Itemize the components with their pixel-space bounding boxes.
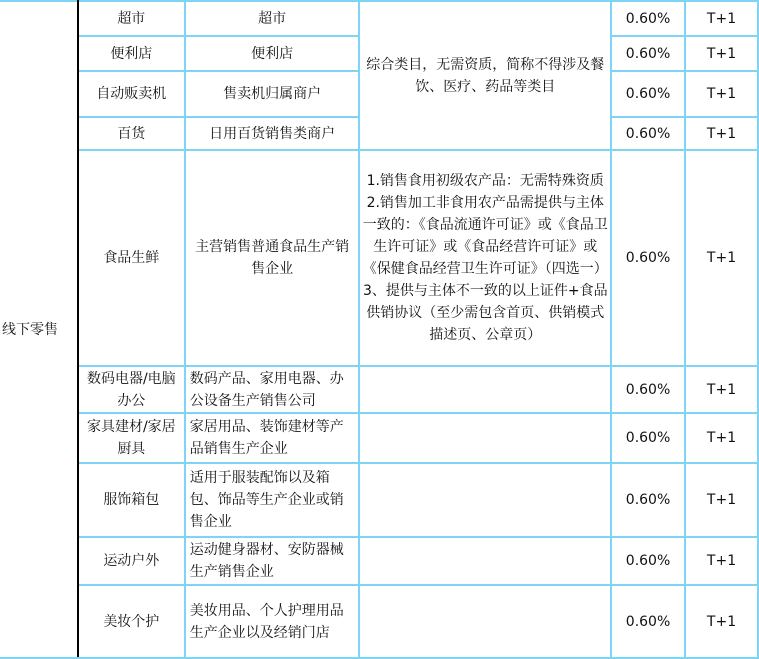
table-row	[0, 366, 758, 413]
subcategory-cell: 服饰箱包	[78, 463, 185, 537]
description-cell: 主营销售普通食品生产销售企业	[185, 150, 360, 366]
subcategory-cell: 数码电器/电脑办公	[78, 366, 185, 413]
requirement-cell: 综合类目，无需资质，简称不得涉及餐饮、医疗、药品等类目	[359, 1, 611, 150]
table-row	[0, 463, 758, 537]
description-cell: 家居用品、装饰建材等产品销售生产企业	[185, 413, 360, 463]
description-cell: 便利店	[185, 36, 360, 71]
description-cell: 运动健身器材、安防器械生产销售企业	[185, 537, 360, 585]
subcategory-cell: 自动贩卖机	[78, 71, 185, 117]
description-cell: 数码产品、家用电器、办公设备生产销售公司	[185, 366, 360, 413]
rate-cell: 0.60%	[611, 117, 685, 150]
requirement-cell	[359, 585, 611, 658]
rate-cell: 0.60%	[611, 413, 685, 463]
table-row	[0, 537, 758, 585]
category-cell: 线下零售	[0, 1, 78, 658]
requirement-cell	[359, 413, 611, 463]
settlement-cell: T+1	[685, 150, 758, 366]
requirement-cell	[359, 463, 611, 537]
rate-cell: 0.60%	[611, 537, 685, 585]
settlement-cell: T+1	[685, 71, 758, 117]
description-cell: 售卖机归属商户	[185, 71, 360, 117]
description-cell: 日用百货销售类商户	[185, 117, 360, 150]
rate-cell: 0.60%	[611, 366, 685, 413]
settlement-cell: T+1	[685, 537, 758, 585]
description-cell: 适用于服装配饰以及箱包、饰品等生产企业或销售企业	[185, 463, 360, 537]
subcategory-cell: 百货	[78, 117, 185, 150]
settlement-cell: T+1	[685, 1, 758, 36]
subcategory-cell: 美妆个护	[78, 585, 185, 658]
settlement-cell: T+1	[685, 463, 758, 537]
settlement-cell: T+1	[685, 117, 758, 150]
settlement-cell: T+1	[685, 413, 758, 463]
subcategory-cell: 运动户外	[78, 537, 185, 585]
rate-cell: 0.60%	[611, 150, 685, 366]
subcategory-cell: 家具建材/家居厨具	[78, 413, 185, 463]
table-row	[0, 585, 758, 658]
requirement-cell: 1.销售食用初级农产品：无需特殊资质2.销售加工非食用农产品需提供与主体一致的：《食品流通许可证》或《食品卫生许可证》或《食品经营许可证》或《保健食品经营卫生许可证》（四选一）3、提供与主体不一致的以上证件+食品供销协议（至少需包含首页、供销模式描述页、公章页）	[359, 150, 611, 366]
rate-cell: 0.60%	[611, 36, 685, 71]
table-row	[0, 150, 758, 366]
table-row	[0, 413, 758, 463]
table-row	[0, 1, 758, 36]
description-cell: 超市	[185, 1, 360, 36]
subcategory-cell: 便利店	[78, 36, 185, 71]
settlement-cell: T+1	[685, 366, 758, 413]
subcategory-cell: 超市	[78, 1, 185, 36]
rate-cell: 0.60%	[611, 585, 685, 658]
rate-cell: 0.60%	[611, 71, 685, 117]
requirement-cell	[359, 537, 611, 585]
rate-cell: 0.60%	[611, 463, 685, 537]
requirement-cell	[359, 366, 611, 413]
rate-cell: 0.60%	[611, 1, 685, 36]
settlement-cell: T+1	[685, 585, 758, 658]
subcategory-cell: 食品生鲜	[78, 150, 185, 366]
description-cell: 美妆用品、个人护理用品生产企业以及经销门店	[185, 585, 360, 658]
settlement-cell: T+1	[685, 36, 758, 71]
